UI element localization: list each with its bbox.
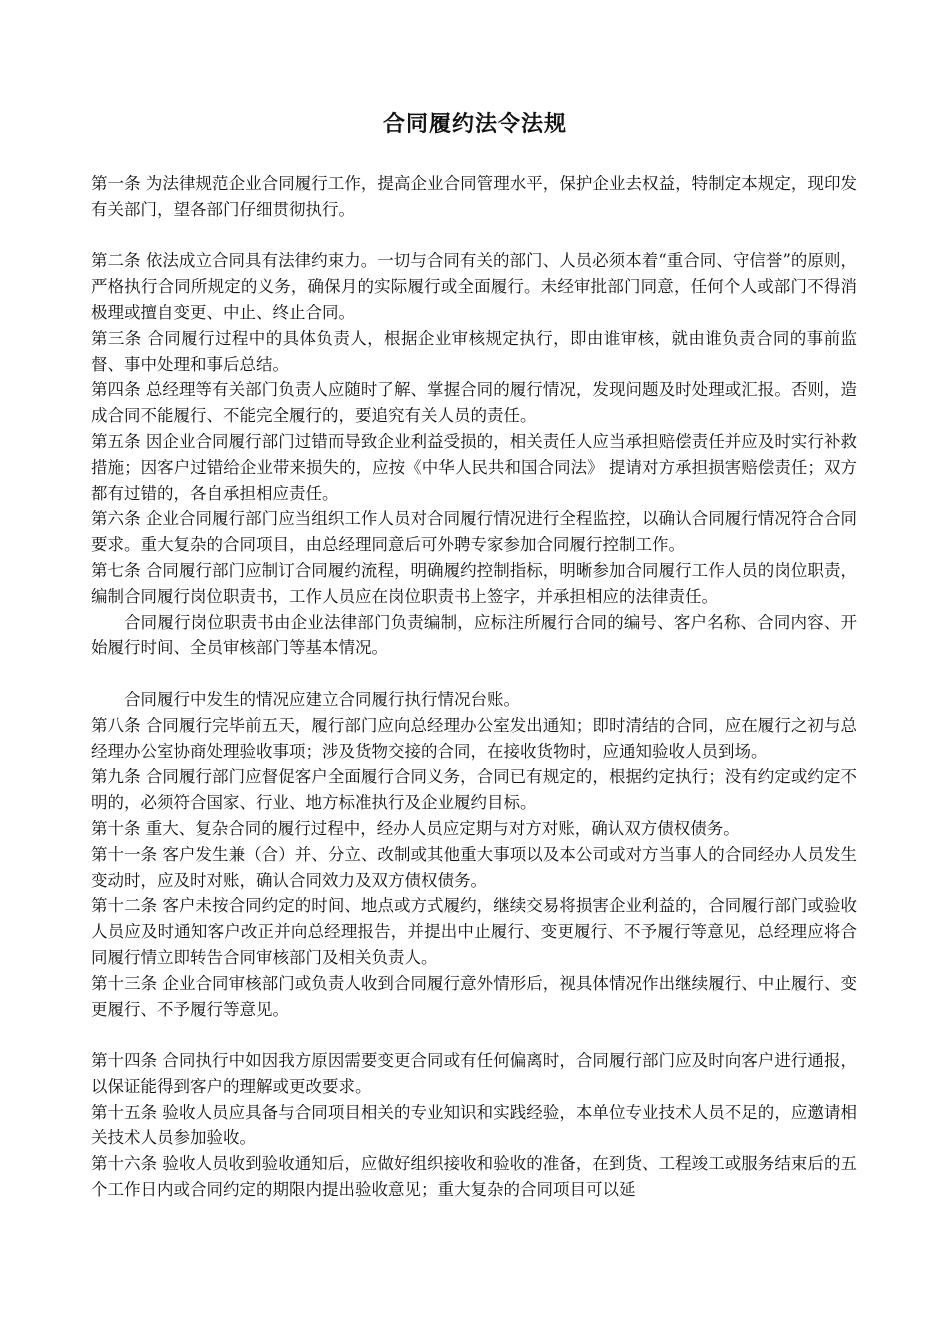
article-paragraph: 第十五条 验收人员应具备与合同项目相关的专业知识和实践经验，本单位专业技术人员不足的，应邀请相关技术人员参加验收。 <box>91 1102 857 1148</box>
article-paragraph: 第十二条 客户未按合同约定的时间、地点或方式履约，继续交易将损害企业利益的，合同履行部门或验收人员应及时通知客户改正并向总经理报告，并提出中止履行、变更履行、不予履行等意见，总经理应将合同履行情立即转告合同审核部门及相关负责人。 <box>91 896 857 967</box>
article-paragraph: 第三条 合同履行过程中的具体负责人，根据企业审核规定执行，即由谁审核，就由谁负责合同的事前监督、事中处理和事后总结。 <box>91 328 857 374</box>
article-paragraph: 第五条 因企业合同履行部门过错而导致企业利益受损的，相关责任人应当承担赔偿责任并应及时实行补救措施；因客户过错给企业带来损失的，应按《中华人民共和国合同法》 提请对方承担损害赔偿责任；双方都有过错的，各自承担相应责任。 <box>91 431 857 503</box>
document-title: 合同履约法令法规 <box>382 112 567 137</box>
article-paragraph: 第一条 为法律规范企业合同履行工作，提高企业合同管理水平，保护企业去权益，特制定本规定，现印发有关部门，望各部门仔细贯彻执行。 <box>91 174 857 219</box>
article-paragraph: 第六条 企业合同履行部门应当组织工作人员对合同履行情况进行全程监控，以确认合同履行情况符合合同要求。重大复杂的合同项目，由总经理同意后可外聘专家参加合同履行控制工作。 <box>91 509 857 555</box>
paragraph-spacer <box>91 1022 857 1048</box>
article-paragraph: 第十一条 客户发生兼（合）并、分立、改制或其他重大事项以及本公司或对方当事人的合同经办人员发生变动时，应及时对账，确认合同效力及双方债权债务。 <box>91 844 857 890</box>
article-paragraph: 第二条 依法成立合同具有法律约束力。一切与合同有关的部门、人员必须本着“重合同、守信誉”的原则，严格执行合同所规定的义务，确保月的实际履行或全面履行。未经审批部门同意，任何个人或部门不得消极理或擅自变更、中止、终止合同。 <box>91 251 857 322</box>
document-body <box>91 171 857 1203</box>
article-paragraph: 第十三条 企业合同审核部门或负责人收到合同履行意外情形后，视具体情况作出继续履行、中止履行、变更履行、不予履行等意见。 <box>91 973 857 1019</box>
article-paragraph: 合同履行中发生的情况应建立合同履行执行情况台账。 <box>124 689 520 709</box>
article-paragraph: 合同履行岗位职责书由企业法律部门负责编制，应标注所履行合同的编号、客户名称、合同内容、开始履行时间、全员审核部门等基本情况。 <box>91 612 857 658</box>
paragraph-spacer <box>91 661 857 687</box>
article-paragraph: 第十四条 合同执行中如因我方原因需要变更合同或有任何偏离时，合同履行部门应及时向客户进行通报，以保证能得到客户的理解或更改要求。 <box>91 1051 857 1096</box>
article-paragraph: 第十六条 验收人员收到验收通知后，应做好组织接收和验收的准备，在到货、工程竣工或服务结束后的五个工作日内或合同约定的期限内提出验收意见；重大复杂的合同项目可以延 <box>91 1154 857 1200</box>
article-paragraph: 第十条 重大、复杂合同的履行过程中，经办人员应定期与对方对账，确认双方债权债务。 <box>91 818 740 838</box>
article-paragraph: 第四条 总经理等有关部门负责人应随时了解、掌握合同的履行情况，发现问题及时处理或汇报。否则，造成合同不能履行、不能完全履行的，要追究有关人员的责任。 <box>91 380 857 426</box>
article-paragraph: 第八条 合同履行完毕前五天，履行部门应向总经理办公室发出通知；即时清结的合同，应在履行之初与总经理办公室协商处理验收事项；涉及货物交接的合同，在接收货物时，应通知验收人员到场。 <box>91 715 857 761</box>
paragraph-spacer <box>91 223 857 249</box>
article-paragraph: 第七条 合同履行部门应制订合同履约流程，明确履约控制指标，明晰参加合同履行工作人员的岗位职责，编制合同履行岗位职责书，工作人员应在岗位职责书上签字，并承担相应的法律责任。 <box>91 560 857 606</box>
article-paragraph: 第九条 合同履行部门应督促客户全面履行合同义务，合同已有规定的，根据约定执行；没有约定或约定不明的，必须符合国家、行业、地方标准执行及企业履约目标。 <box>91 767 857 813</box>
